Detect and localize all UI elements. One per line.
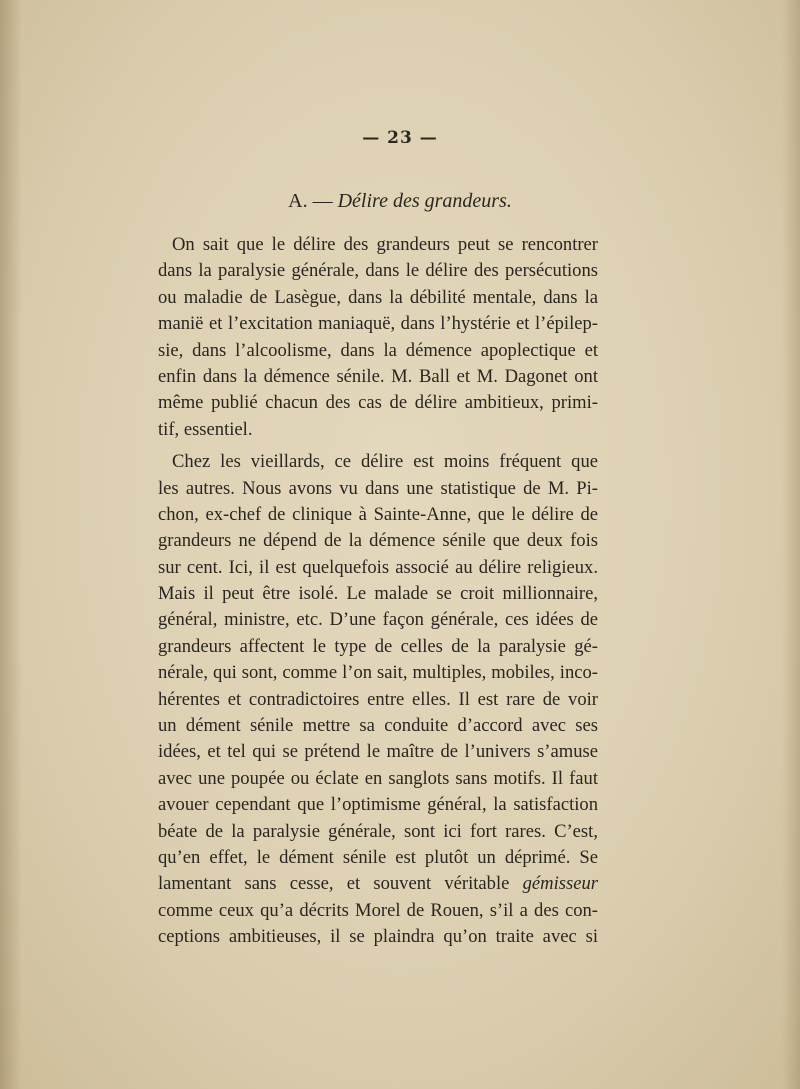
- italic-word: gémisseur: [522, 873, 598, 895]
- text-line: hérentes et contradictoires entre elles. Il est rare de voir: [158, 688, 598, 710]
- text-line: les autres. Nous avons vu dans une statistique de M. Pi-: [158, 477, 598, 499]
- text-line: chon, ex-chef de clinique à Sainte-Anne, que le délire de: [158, 503, 598, 525]
- text-line: grandeurs ne dépend de la démence sénile que deux fois: [158, 530, 598, 552]
- text-line: dans la paralysie générale, dans le délire des persécutions: [158, 260, 598, 282]
- text-line: idées, et tel qui se prétend le maître de l’univers s’amuse: [158, 741, 598, 763]
- body-text: [158, 232, 598, 951]
- text-line: grandeurs affectent le type de celles de la paralysie gé-: [158, 635, 598, 657]
- text-line: béate de la paralysie générale, sont ici fort rares. C’est,: [158, 820, 598, 842]
- text-line: sie, dans l’alcoolisme, dans la démence apoplectique et: [158, 339, 598, 361]
- text-line: ou maladie de Lasègue, dans la débilité mentale, dans la: [158, 286, 598, 308]
- text-line: Mais il peut être isolé. Le malade se croit millionnaire,: [158, 583, 598, 605]
- section-heading-title: Délire des grandeurs.: [337, 190, 512, 212]
- text-line-part: lamentant sans cesse, et souvent véritable: [158, 873, 523, 895]
- text-line-with-italic: [158, 871, 598, 897]
- text-line: comme ceux qu’a décrits Morel de Rouen, s’il a des con-: [158, 899, 598, 921]
- text-line: général, ministre, etc. D’une façon générale, ces idées de: [158, 609, 598, 631]
- text-line: qu’en effet, le dément sénile est plutôt un déprimé. Se: [158, 846, 598, 868]
- text-line: Chez les vieillards, ce délire est moins fréquent que: [172, 451, 598, 473]
- text-line: avec une poupée ou éclate en sanglots sans motifs. Il faut: [158, 767, 598, 789]
- text-line: enfin dans la démence sénile. M. Ball et M. Dagonet ont: [158, 365, 598, 387]
- text-line: On sait que le délire des grandeurs peut se rencontrer: [172, 234, 598, 255]
- section-heading-letter: A. —: [288, 190, 338, 212]
- text-line: un dément sénile mettre sa conduite d’accord avec ses: [158, 715, 598, 737]
- text-line: tif, essentiel.: [158, 418, 253, 440]
- text-line: avouer cependant que l’optimisme général, la satisfaction: [158, 794, 598, 816]
- text-line: ceptions ambitieuses, il se plaindra qu’on traite avec si: [158, 926, 598, 948]
- section-heading: [0, 190, 800, 213]
- page-number: — 23 —: [362, 128, 438, 148]
- text-line: sur cent. Ici, il est quelquefois associé au délire religieux.: [158, 556, 598, 578]
- text-line: nérale, qui sont, comme l’on sait, multiples, mobiles, inco-: [158, 662, 598, 684]
- text-line: manië et l’excitation maniaquë, dans l’hystérie et l’épilep-: [158, 313, 598, 335]
- text-line: même publié chacun des cas de délire ambitieux, primi-: [158, 392, 598, 414]
